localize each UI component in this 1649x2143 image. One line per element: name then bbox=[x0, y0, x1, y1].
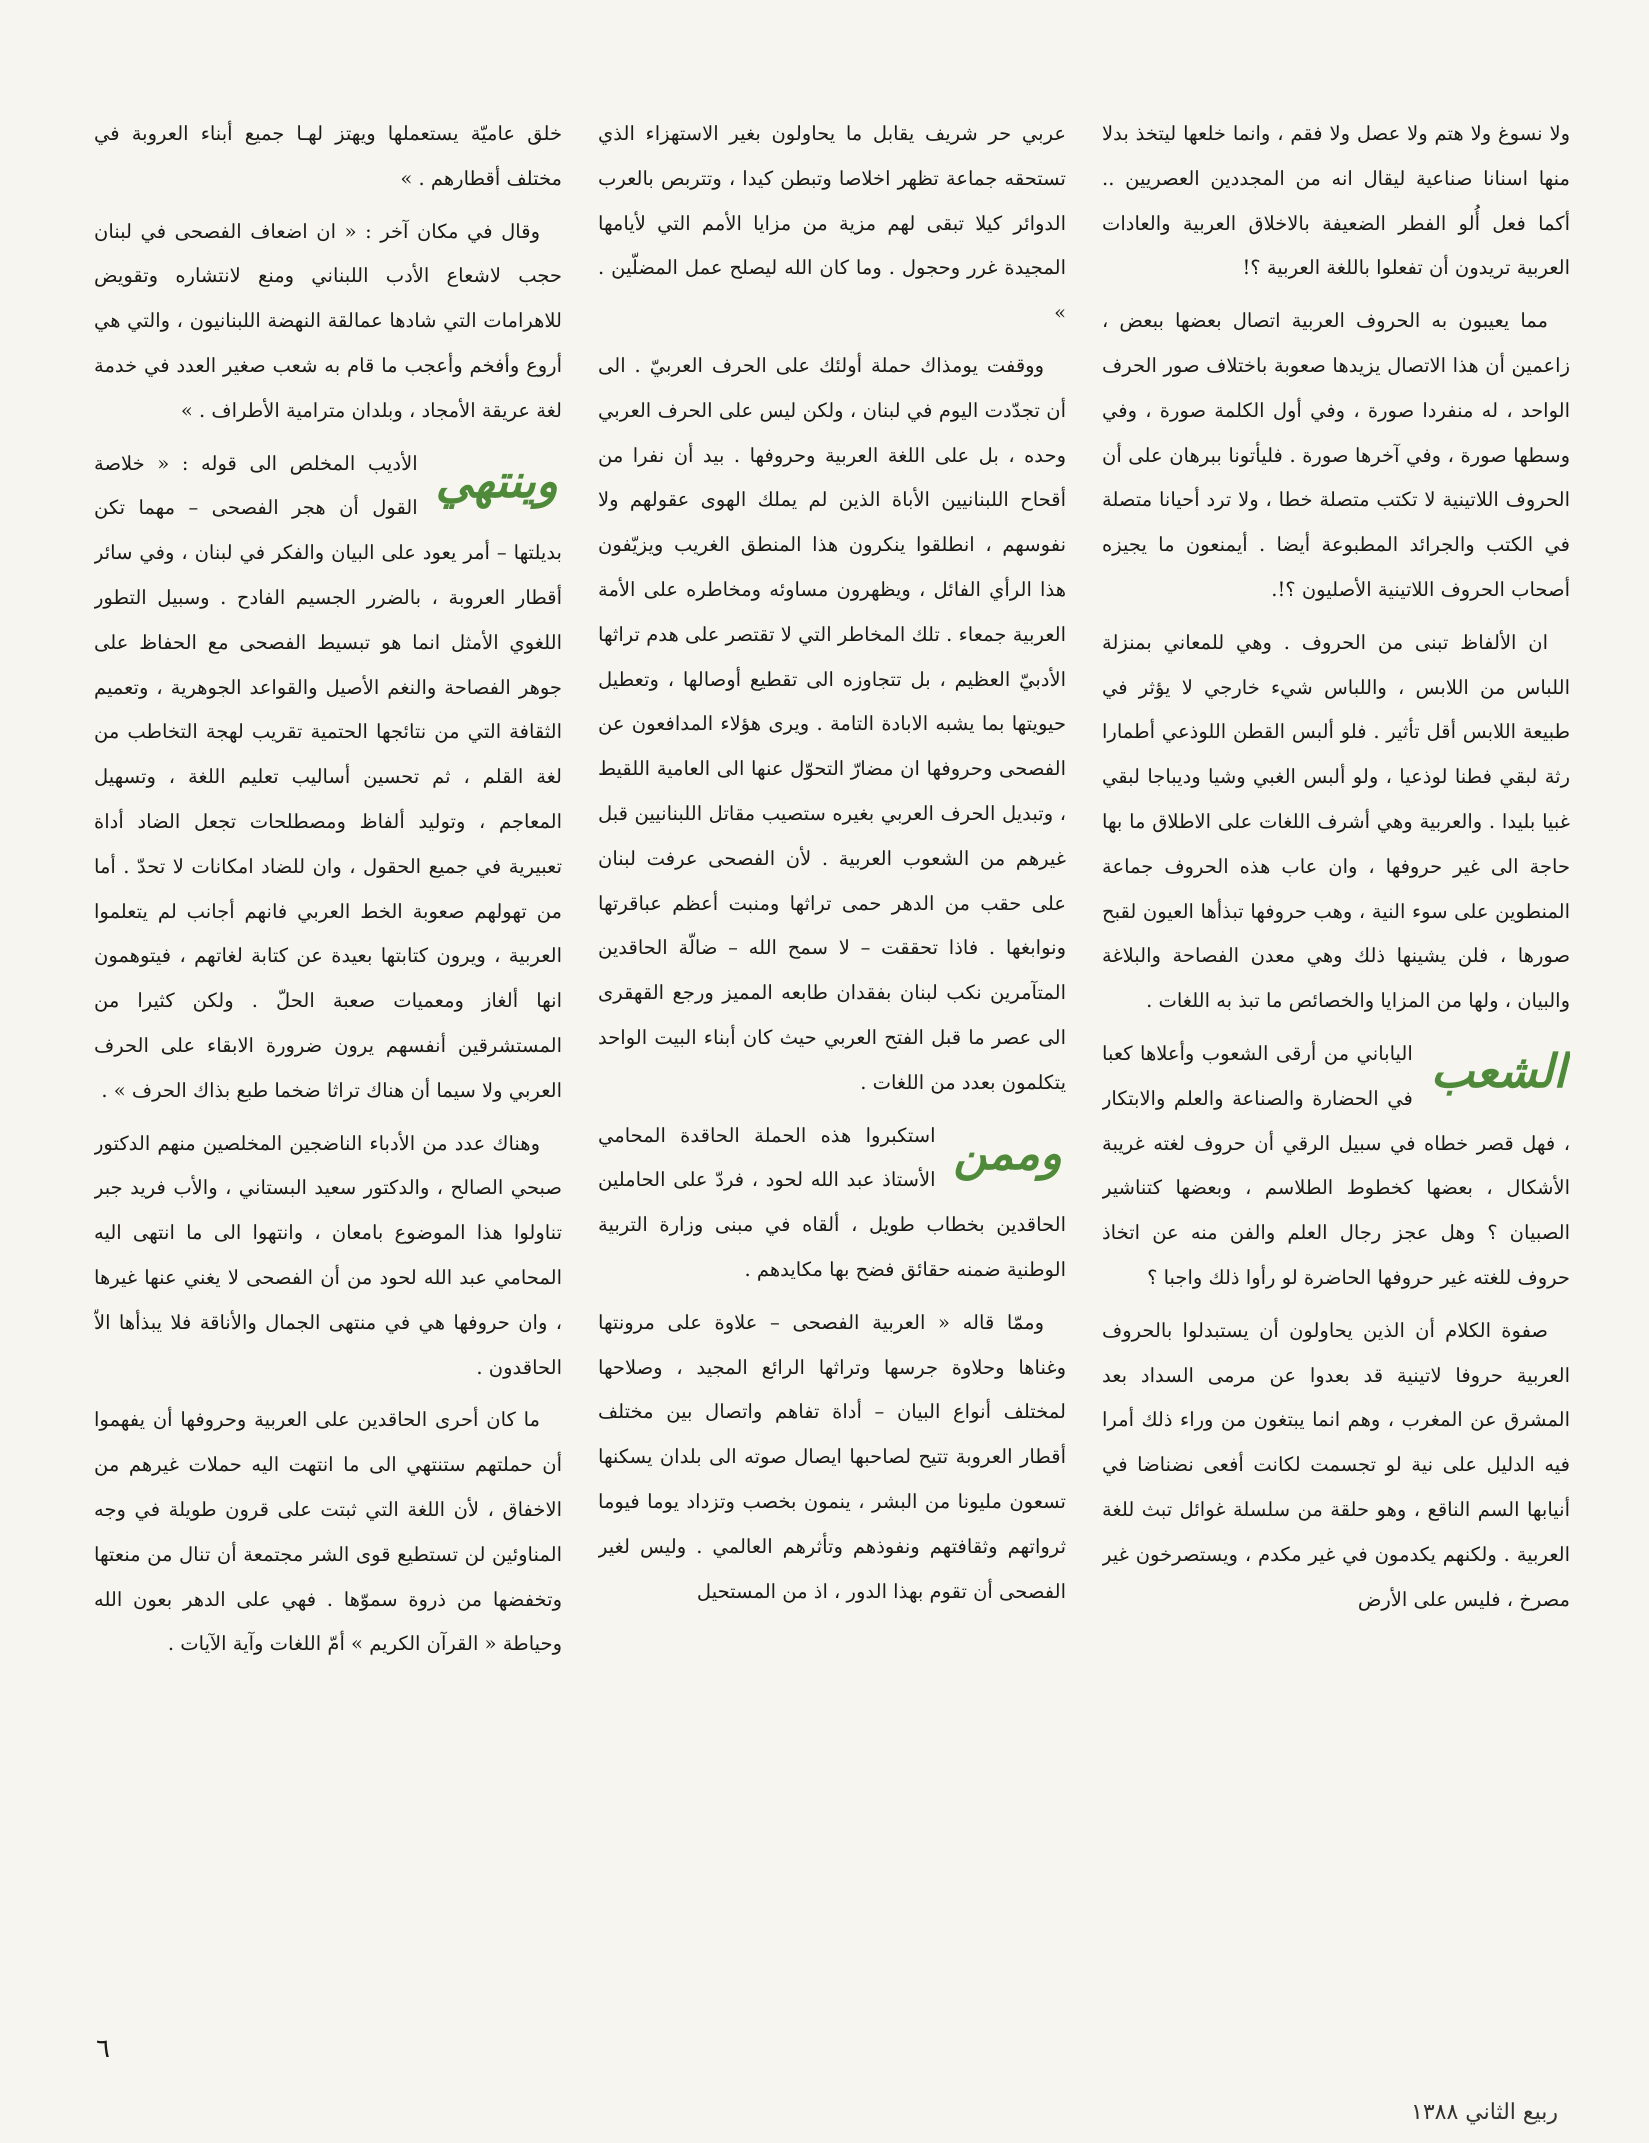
paragraph: ووقفت يومذاك حملة أولئك على الحرف العربيّ . الى أن تجدّدت اليوم في لبنان ، ولكن ليس على الحرف العربي وحده ، بل على اللغة العربية وحروفها . بيد أن نفرا من أقحاح اللبنانيين الأباة الذين لم يملك الهوى عقولهم ولا نفوسهم ، انطلقوا ينكرون هذا المنطق الغريب ويزيّفون هذا الرأي الفائل ، ويظهرون مساوئه ومخاطره على الأمة العربية جمعاء . تلك المخاطر التي لا تقتصر على هدم تراثها الأدبيّ العظيم ، بل تتجاوزه الى تقطيع أوصالها ، وتعطيل حيويتها بما يشبه الابادة التامة . ويرى هؤلاء المدافعون عن الفصحى وحروفها ان مضارّ التحوّل عنها الى العامية اللقيط ، وتبديل الحرف العربي بغيره ستصيب مقاتل اللبنانيين قبل غيرهم من الشعوب العربية . لأن الفصحى عرفت لبنان على حقب من الدهر حمى تراثها ومنبت أعظم عباقرتها ونوابغها . فاذا تحققت – لا سمح الله – ضالّة الحاقدين المتآمرين نكب لبنان بفقدان طابعه المميز ورجع القهقرى الى عصر ما قبل الفتح العربي حيث كان أبناء البيت الواحد يتكلمون بعدد من اللغات . bbox=[598, 353, 1066, 1094]
paragraph: وقال في مكان آخر : « ان اضعاف الفصحى في لبنان حجب لاشعاع الأدب اللبناني ومنع لانتشاره وتقويض للاهرامات التي شادها عمالقة النهضة اللبنانيون ، والتي هي أروع وأفخم وأعجب ما قام به شعب صغير العدد في خدمة لغة عريقة الأمجاد ، وبلدان مترامية الأطراف . » bbox=[94, 219, 562, 422]
paragraph: ان الألفاظ تبنى من الحروف . وهي للمعاني بمنزلة اللباس من اللابس ، واللباس شيء خارجي لا يؤثر في طبيعة اللابس أقل تأثير . فلو ألبس القطن اللوذعي أطمارا رثة لبقي فطنا لوذعيا ، ولو ألبس الغبي وشيا وديباجا لبقي غبيا بليدا . والعربية وهي أشرف اللغات على الاطلاق ما بها حاجة الى غير حروفها ، وان عاب هذه الحروف جماعة المنطوين على سوء النية ، وهب حروفها تبذأها العيون لقبح صورها ، فلن يشينها ذلك وهي معدن الفصاحة والبلاغة والبيان ، ولها من المزايا والخصائص ما تبذ به اللغات . bbox=[1102, 630, 1570, 1013]
calligraphic-heading: الشعب bbox=[1430, 1043, 1566, 1098]
paragraph-text: الأديب المخلص الى قوله : « خلاصة القول أن هجر الفصحى – مهما تكن بديلتها – أمر يعود على البيان والفكر في لبنان ، وفي سائر أقطار العروبة ، بالضرر الجسيم الفادح . وسبيل التطور اللغوي الأمثل انما هو تبسيط الفصحى مع الحفاظ على جوهر الفصاحة والنغم الأصيل والقواعد الجوهرية ، وتعميم الثقافة التي من نتائجها الحتمية تقريب لهجة التخاطب من لغة القلم ، ثم تحسين أساليب تعليم اللغة ، وتسهيل المعاجم ، وتوليد ألفاظ ومصطلحات تجعل الضاد أداة تعبيرية في جميع الحقول ، وان للضاد امكانات لا تحدّ . أما من تهولهم صعوبة الخط العربي فانهم أجانب لم يتعلموا العربية ، ويرون كتابتها بعيدة عن كتابة لغاتهم ، فيتوهمون انها ألغاز ومعميات صعبة الحلّ . ولكن كثيرا من المستشرقين أنفسهم يرون ضرورة الابقاء على الحرف العربي ولا سيما أن هناك تراثا ضخما طبع بذاك الحرف » . bbox=[94, 451, 562, 1102]
paragraph: وممّا قاله « العربية الفصحى – علاوة على مرونتها وغناها وحلاوة جرسها وتراثها الرائع المجيد ، وصلاحها لمختلف أنواع البيان – أداة تفاهم واتصال بين مختلف أقطار العروبة تتيح لصاحبها ايصال صوته الى بلدان يسكنها تسعون مليونا من البشر ، ينمون بخصب وتزداد يوما فيوما ثرواتهم وثقافتهم ونفوذهم وتأثرهم العالمي . وليس لغير الفصحى أن تقوم بهذا الدور ، اذ من المستحيل bbox=[598, 1310, 1066, 1603]
paragraph: عربي حر شريف يقابل ما يحاولون بغير الاستهزاء الذي تستحقه جماعة تظهر اخلاصا وتبطن كيدا ، وتتربص بالعرب الدوائر كيلا تبقى لهم مزية من مزايا الأمم التي لأيامها المجيدة غرر وحجول . وما كان الله ليصلح عمل المضلّين . » bbox=[598, 122, 1066, 325]
paragraph bbox=[598, 1114, 1066, 1293]
paragraph: صفوة الكلام أن الذين يحاولون أن يستبدلوا بالحروف العربية حروفا لاتينية قد بعدوا عن مرمى السداد بعد المشرق عن المغرب ، وهم انما يبتغون من وراء ذلك أمرا فيه الدليل على نية لو تجسمت لكانت أفعى نضناضا في أنيابها السم الناقع ، وهو حلقة من سلسلة غوائل تبث للغة العربية . ولكنهم يكدمون في غير مكدم ، ويستصرخون غير مصرخ ، فليس على الأرض bbox=[1102, 1318, 1570, 1611]
column-middle bbox=[598, 112, 1066, 2022]
paragraph: ما كان أحرى الحاقدين على العربية وحروفها أن يفهموا أن حملتهم ستنتهي الى ما انتهت اليه حملات غيرهم من الاخفاق ، لأن اللغة التي ثبتت على قرون طويلة في وجه المناوئين لن تستطيع قوى الشر مجتمعة أن تنال من منعتها وتخفضها من ذروة سموّها . فهي على الدهر بعون الله وحياطة « القرآن الكريم » أمّ اللغات وآية الآيات . bbox=[94, 1408, 562, 1656]
column-right bbox=[1102, 112, 1570, 2022]
paragraph: خلق عاميّة يستعملها ويهتز لهـا جميع أبناء العروبة في مختلف أقطارهم . » bbox=[94, 122, 562, 190]
column-left bbox=[94, 112, 562, 2022]
calligraphic-heading: وينتهي bbox=[435, 453, 558, 508]
paragraph-text: الياباني من أرقى الشعوب وأعلاها كعبا في الحضارة والصناعة والعلم والابتكار ، فهل قصر خطاه في سبيل الرقي أن حروف لغته غريبة الأشكال ، بعضها كخطوط الطلاسم ، وبعضها كتناشير الصبيان ؟ وهل عجز رجال العلم والفن منه عن اتخاذ حروف للغته غير حروفها الحاضرة لو رأوا ذلك واجبا ؟ bbox=[1102, 1041, 1570, 1289]
calligraphic-heading: وممن bbox=[953, 1125, 1062, 1180]
paragraph-text: استكبروا هذه الحملة الحاقدة المحامي الأستاذ عبد الله لحود ، فردّ على الحاملين الحاقدين بخطاب طويل ، ألقاه في مبنى وزارة التربية الوطنية ضمنه حقائق فضح بها مكايدهم . bbox=[598, 1123, 1066, 1281]
paragraph bbox=[1102, 1032, 1570, 1301]
paragraph: مما يعيبون به الحروف العربية اتصال بعضها ببعض ، زاعمين أن هذا الاتصال يزيدها صعوبة باختلاف صور الحرف الواحد ، له منفردا صورة ، وفي أول الكلمة صورة ، وفي وسطها صورة ، وفي آخرها صورة . فليأتونا ببرهان على أن الحروف اللاتينية لا تكتب متصلة خطا ، ولا ترد أحيانا متصلة في الكتب والجرائد المطبوعة أيضا . أيمنعون ما يجيزه أصحاب الحروف اللاتينية الأصليون ؟!. bbox=[1102, 309, 1570, 601]
issue-date-footer: ربيع الثاني ١٣٨٨ bbox=[1411, 2100, 1558, 2125]
paragraph bbox=[94, 442, 562, 1114]
paragraph: ولا نسوغ ولا هتم ولا عصل ولا فقم ، وانما خلعها ليتخذ بدلا منها اسنانا صناعية ليقال انه من المجددين العصريين .. أكما فعل أُلو الفطر الضعيفة بالاخلاق العربية والعادات العربية تريدون أن تفعلوا باللغة العربية ؟! bbox=[1102, 122, 1570, 280]
page-number: ٦ bbox=[96, 2034, 110, 2064]
paragraph: وهناك عدد من الأدباء الناضجين المخلصين منهم الدكتور صبحي الصالح ، والدكتور سعيد البستاني ، والأب فريد جبر تناولوا هذا الموضوع بامعان ، وانتهوا الى ما انتهى اليه المحامي عبد الله لحود من أن الفصحى لا يغني عنها غيرها ، وان حروفها هي في منتهى الجمال والأناقة فلا يبذأها الاّ الحاقدون . bbox=[94, 1131, 562, 1379]
